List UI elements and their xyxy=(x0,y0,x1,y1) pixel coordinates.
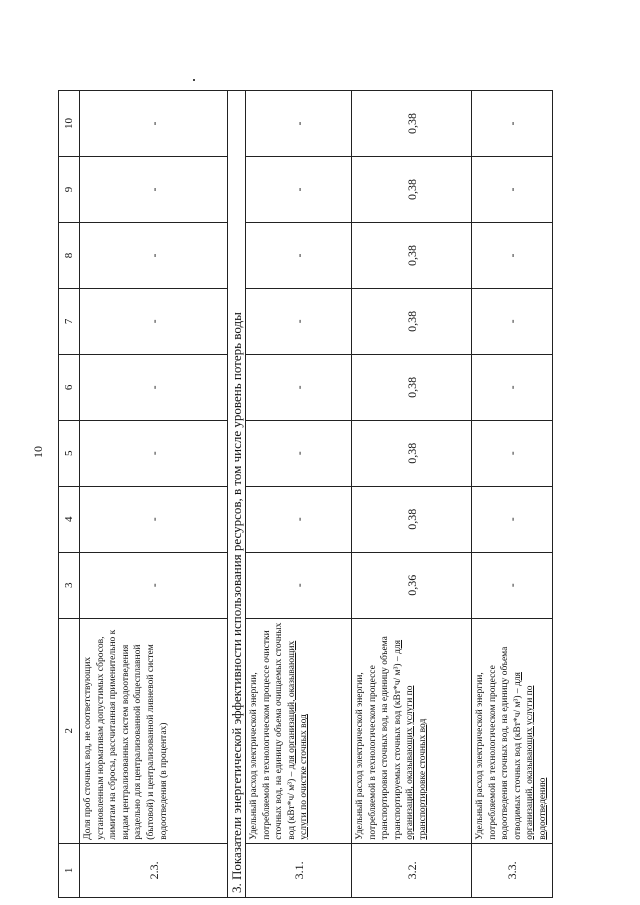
row-description: Доля проб сточных вод, не соответствующих установленным нормативам допустимых сбросов, лимитам на сбросы, рассчитанная применительно к видам централизованных систем водоотведения раздельно для централизованной общесплавной (бытовой) и централизованной ливневой систем водоотведения (в процентах) xyxy=(80,618,228,843)
value-cell: - xyxy=(80,552,228,618)
value-cell: - xyxy=(80,288,228,354)
row-description: Удельный расход электрической энергии, потребляемой в технологическом процессе водоотведения сточных вод, на единицу объема отводимых сточных вод (кВт*ч/ м³) – для организаций, оказывающих услуги по водоотведению xyxy=(472,618,553,843)
header-cell: 4 xyxy=(59,486,80,552)
header-cell: 8 xyxy=(59,222,80,288)
row-number: 3.1. xyxy=(246,843,352,897)
value-cell: 0,36 xyxy=(352,552,472,618)
header-cell: 10 xyxy=(59,91,80,157)
stray-mark xyxy=(193,79,195,81)
header-cell: 1 xyxy=(59,843,80,897)
value-cell: - xyxy=(80,420,228,486)
value-cell: - xyxy=(472,288,553,354)
header-cell: 7 xyxy=(59,288,80,354)
value-cell: - xyxy=(246,420,352,486)
row-description: Удельный расход электрической энергии, потребляемой в технологическом процессе транспортировки сточных вод, на единицу объема транспортируемых сточных вод (кВт*ч/ м³) – для организаций, оказывающих услуги по транспортировке сточных вод xyxy=(352,618,472,843)
value-cell: 0,38 xyxy=(352,354,472,420)
value-cell: - xyxy=(246,222,352,288)
value-cell: - xyxy=(80,157,228,223)
header-cell: 6 xyxy=(59,354,80,420)
table-row xyxy=(472,91,553,898)
value-cell: - xyxy=(472,222,553,288)
table-row xyxy=(246,91,352,898)
value-cell: - xyxy=(472,91,553,157)
value-cell: - xyxy=(246,157,352,223)
value-cell: - xyxy=(472,157,553,223)
header-cell: 5 xyxy=(59,420,80,486)
header-row xyxy=(59,91,80,898)
page-number: 10 xyxy=(31,446,45,458)
row-number: 2.3. xyxy=(80,843,228,897)
header-cell: 9 xyxy=(59,157,80,223)
value-cell: - xyxy=(246,552,352,618)
value-cell: - xyxy=(246,354,352,420)
value-cell: - xyxy=(246,288,352,354)
value-cell: - xyxy=(80,486,228,552)
row-description: Удельный расход электрической энергии, потребляемой в технологическом процессе очистки сточных вод, на единицу объема очищаемых сточных вод (кВт*ч/ м³) – для организаций, оказывающих услуги по очистке сточных вод xyxy=(246,618,352,843)
header-cell: 3 xyxy=(59,552,80,618)
indicators-table xyxy=(58,90,548,898)
section-heading: 3. Показатели энергетической эффективности использования ресурсов, в том числе уровень потерь воды xyxy=(228,91,246,898)
value-cell: - xyxy=(472,486,553,552)
table-row xyxy=(352,91,472,898)
value-cell: - xyxy=(80,91,228,157)
value-cell: - xyxy=(80,354,228,420)
value-cell: - xyxy=(472,552,553,618)
value-cell: - xyxy=(246,91,352,157)
header-cell: 2 xyxy=(59,618,80,843)
value-cell: 0,38 xyxy=(352,91,472,157)
value-cell: 0,38 xyxy=(352,222,472,288)
value-cell: - xyxy=(472,354,553,420)
value-cell: 0,38 xyxy=(352,288,472,354)
value-cell: 0,38 xyxy=(352,157,472,223)
row-number: 3.3. xyxy=(472,843,553,897)
value-cell: - xyxy=(472,420,553,486)
value-cell: 0,38 xyxy=(352,486,472,552)
section-row xyxy=(228,91,246,898)
value-cell: 0,38 xyxy=(352,420,472,486)
row-number: 3.2. xyxy=(352,843,472,897)
table-row xyxy=(80,91,228,898)
value-cell: - xyxy=(80,222,228,288)
value-cell: - xyxy=(246,486,352,552)
